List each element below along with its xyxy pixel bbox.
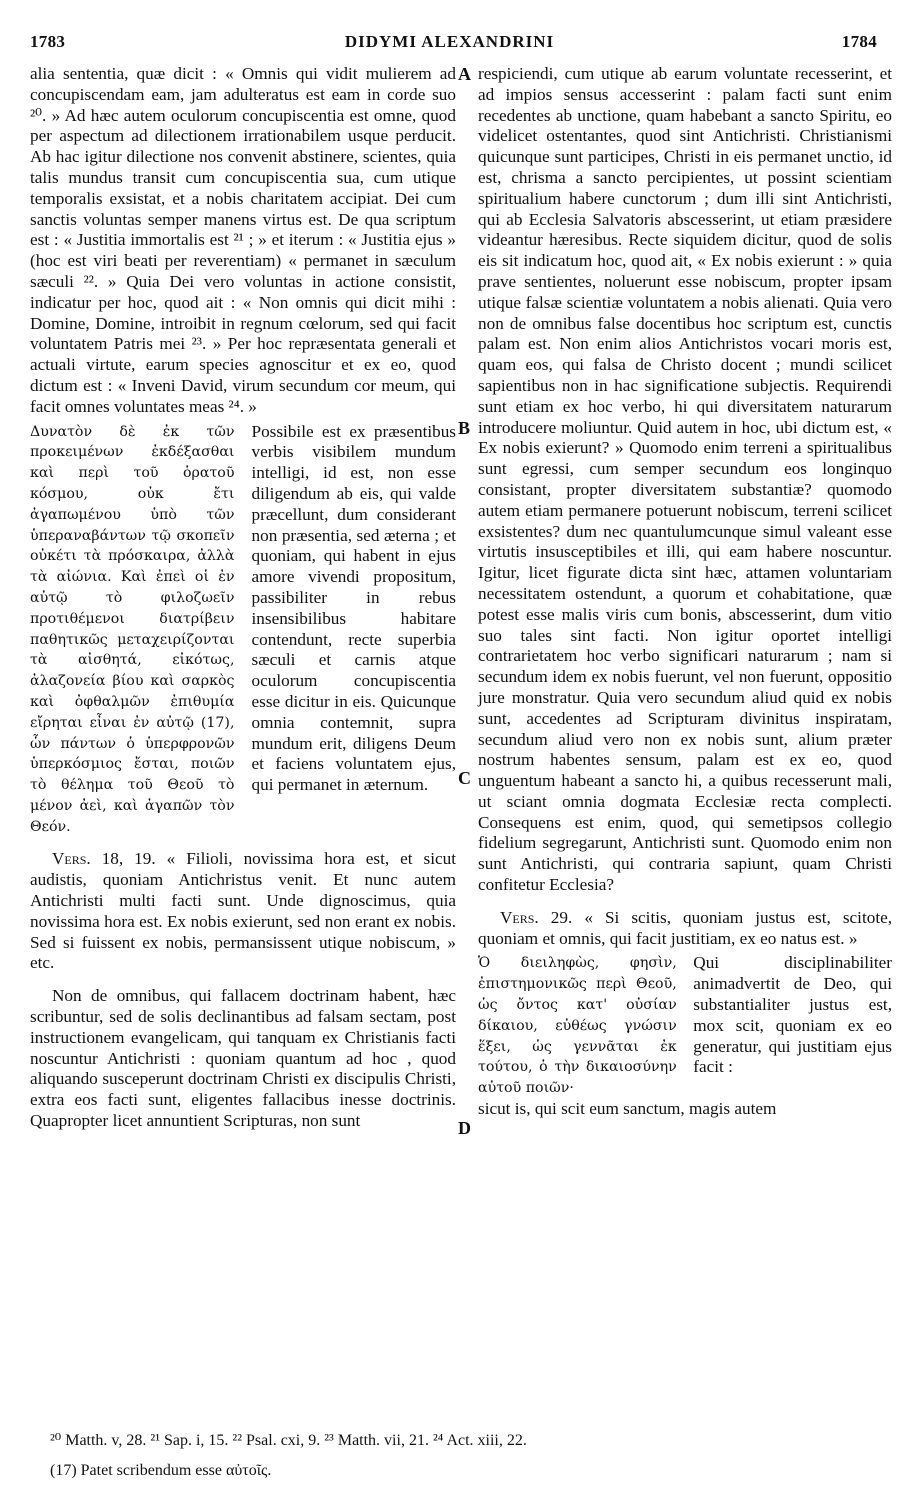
right-parallel-text (478, 953, 892, 1099)
latin-translation-1: Possibile est ex præsentibus verbis visibilem mundum intelligi, id est, non esse diligendum ab eis, qui valde præcellunt, dum considerant non præsentia, sed æterna ; et quoniam, qui habent in ejus amore vivendi propositum, passibiliter in rebus insensibilibus habitare contendunt, recte superbia sæculi et carnis atque oculorum concupiscentia esse dicitur in eis. Quicunque omnia contemnit, supra mundum erit, diligens Deum et faciens voluntatem ejus, qui permanet in æternum. (251, 421, 456, 795)
margin-letter-d: D (458, 1118, 471, 1138)
greek-text-2: Ὁ διειληφὼς, φησὶν, ἐπιστημονικῶς περὶ Θεοῦ, ὡς ὄντος κατ' οὐσίαν δίκαιου, εὐθέως γνώσιν ἕξει, ὡς γεννᾶται ἐκ τούτου, ὁ τὴν δικαιοσύνην αὐτοῦ ποιῶν· (478, 955, 677, 1097)
verse-18-19 (30, 849, 456, 974)
right-column (478, 64, 892, 1120)
verse-text: « Filioli, novissima hora est, et sicut audistis, quoniam Antichristus venit. Et nunc autem Antichristi multi facti sunt. Unde dignoscimus, quia novissima hora est. Ex nobis exierunt, sed non erant ex nobis. Sed si fuissent ex nobis, permansissent utique nobiscum, » etc. (30, 849, 457, 973)
right-paragraph-2: sicut is, qui scit eum sanctum, magis autem (478, 1099, 777, 1119)
margin-letter-a: A (458, 64, 471, 84)
verse-label: Vers. 29. (500, 907, 573, 927)
running-title: DIDYMI ALEXANDRINI (344, 32, 555, 51)
left-parallel-text (30, 422, 456, 838)
left-paragraph-2: Non de omnibus, qui fallacem doctrinam habent, hæc scribuntur, sed de solis declinantibus ad falsam sectam, post instructionem evangelicam, qui tanquam ex Christianis facti noscuntur Antichristi : quoniam quantum ad hoc , quod aliquando susceperunt doctrinam Christi ex discipulis Christi, extra eos facti sunt, eligentes fallacibus inesse doctrinis. Quapropter licet annuntient Scripturas, non sunt (30, 986, 456, 1131)
latin-translation-2: Qui disciplinabiliter animadvertit de Deo, qui substantialiter justus est, mox scit, quoniam ex eo generatur, qui justitiam ejus facit : (693, 953, 892, 1077)
footnotes-references: ²⁰ Matth. v, 28. ²¹ Sap. i, 15. ²² Psal. cxi, 9. ²³ Matth. vii, 21. ²⁴ Act. xiii, 22. (50, 1432, 527, 1449)
verse-text: « Si scitis, quoniam justus est, scitote, quoniam et omnis, qui facit justitiam, ex eo natus est. » (478, 907, 893, 948)
footnote-17: (17) Patet scribendum esse αὐτοῖς. (50, 1462, 272, 1479)
right-paragraph-1: respiciendi, cum utique ab earum voluntate recesserint, et ad impios sensus accesserint : palam facti sunt enim recedentes ab unctione, quam habebant a sancto Spiritu, eo videlicet ostentantes, quod sint Antichristi. Christianismi quicunque sunt participes, Christi in eis permanet unctio, id est, chrisma a sancto percipientes, ut possint scientiam spiritualium habere cunctorum ; dum illi sint Antichristi, qui ab Ecclesia Salvatoris abscesserint, ut etiam præsidere videantur hæresibus. Recte siquidem dicitur, quod de solis eis sit indicatum hoc, quod ait, « Ex nobis exierunt : » quia prave sentientes, noluerunt esse nobiscum, propter ipsam utique falsæ scientiæ voluntatem a nobis alienati. Quia vero non de omnibus false docentibus hoc scriptum est, cunctis palam est. Non enim alios Antichristos vocari moris est, quam eos, qui falsa de Christo docent ; mundi scilicet sapientibus non in hac significatione subjectis. Requirendi sunt etiam ex hoc verbo, hi qui diversitatem naturarum introducere moliuntur. Quid autem in hoc, ubi dictum est, « Ex nobis exierunt? » Quomodo enim terreni a spiritualibus sunt egressi, cum semper secundum eos longinquo consistant, propter diversitatem substantiæ? quomodo autem etiam permanere potuerunt nobiscum, terreni scilicet exsistentes? dum nec quantulumcunque simul valeant esse virtutis insusceptibiles et illi, qui eam habere noscuntur. Igitur, licet figurate dicta sint hæc, attamen voluntariam necessitatem ostendunt, a quorum et cohabitatione, quæ potest esse malis viris cum bonis, abscesserint, dum vitio suo tales sint facti. Non igitur oportet intelligi contrarietatem hoc verbo significari naturarum ; nam si secundum idem ex nobis fuerunt, vel non fuerunt, oppositio jure monstratur. Quia vero secundum aliud quid ex nobis sunt, accedentes ad Scripturam divinitus inspiratam, secundum aliud vero non ex nobis sunt, alium præter nostrum habentes sensum, palam est ex eo, quod unguentum habeant a sancto hi, a quibus recesserunt mali, ut sciant omnia dogmata Ecclesiæ recta complecti. Consequens est enim, quod, qui semetipsos collegio fidelium segregarunt, Antichristi sunt. Quomodo enim non sunt Antichristi, qui contraria sapiunt, quam Christi confitetur Ecclesia? (478, 64, 892, 895)
greek-text-1: Δυνατὸν δὲ ἐκ τῶν προκειμένων ἐκδέξασθαι καὶ περὶ τοῦ ὁρατοῦ κόσμου, οὐκ ἔτι ἀγαπωμένου ὑπὸ τῶν ὑπεραναβάντων τῷ σκοπεῖν οὐκέτι τὰ πρόσκαιρα, ἀλλὰ τὰ αἰώνια. Καὶ ἐπεὶ οἱ ἐν αὐτῷ τὸ φιλοζωεῖν προτιθέμενοι διατρίβειν παθητικῶς μεταχειρίζονται τὰ αἰσθητά, εἰκότως, ἀλαζονεία βίου καὶ σαρκὸς καὶ ὀφθαλμῶν ἐπιθυμία εἴρηται εἶναι ἐν αὐτῷ (17), ὧν πάντων ὁ ὑπερφρονῶν ὑπερκόσμιος ἔσται, ποιῶν τὸ θέλημα τοῦ Θεοῦ τὸ μένον ἀεὶ, καὶ ἀγαπῶν τὸν Θεόν. (30, 423, 235, 835)
page-number-left: 1783 (30, 32, 66, 51)
left-paragraph-1: alia sententia, quæ dicit : « Omnis qui vidit mulierem ad concupiscendam eam, jam adulteratus est eam in corde suo ²⁰. » Ad hæc autem oculorum concupiscentia est omne, quod per aspectum ad dilectionem irrationabilem usque perducit. Ab hac igitur dilectione nos convenit abstinere, scientes, quia talis mundus transit cum concupiscentia sua, cum utique temporalis exsistat, et a nobis charitatem accipiat. Dei cum sanctis voluntas semper manens virtus est. De qua scriptum est : « Justitia immortalis est ²¹ ; » et iterum : « Justitia ejus » (hoc est viri beati per reverentiam) « permanet in sæculum sæculi ²². » Quia Dei vero voluntas in actione consistit, indicatur per hoc, quod ait : « Non omnis qui dicit mihi : Domine, Domine, introibit in regnum cœlorum, sed qui facit voluntatem Patris mei ²³. » Per hoc repræsentata generali et actuali virtute, earum species agnoscitur et ex eo, quod dictum est : « Inveni David, virum secundum cor meum, qui facit omnes voluntates meas ²⁴. » (30, 64, 456, 416)
verse-label: Vers. 18, 19. (52, 849, 156, 869)
verse-29 (478, 908, 892, 950)
margin-letter-c: C (458, 768, 471, 788)
left-column (30, 64, 456, 1132)
page-number-right: 1784 (841, 32, 877, 51)
margin-letter-b: B (458, 418, 471, 438)
